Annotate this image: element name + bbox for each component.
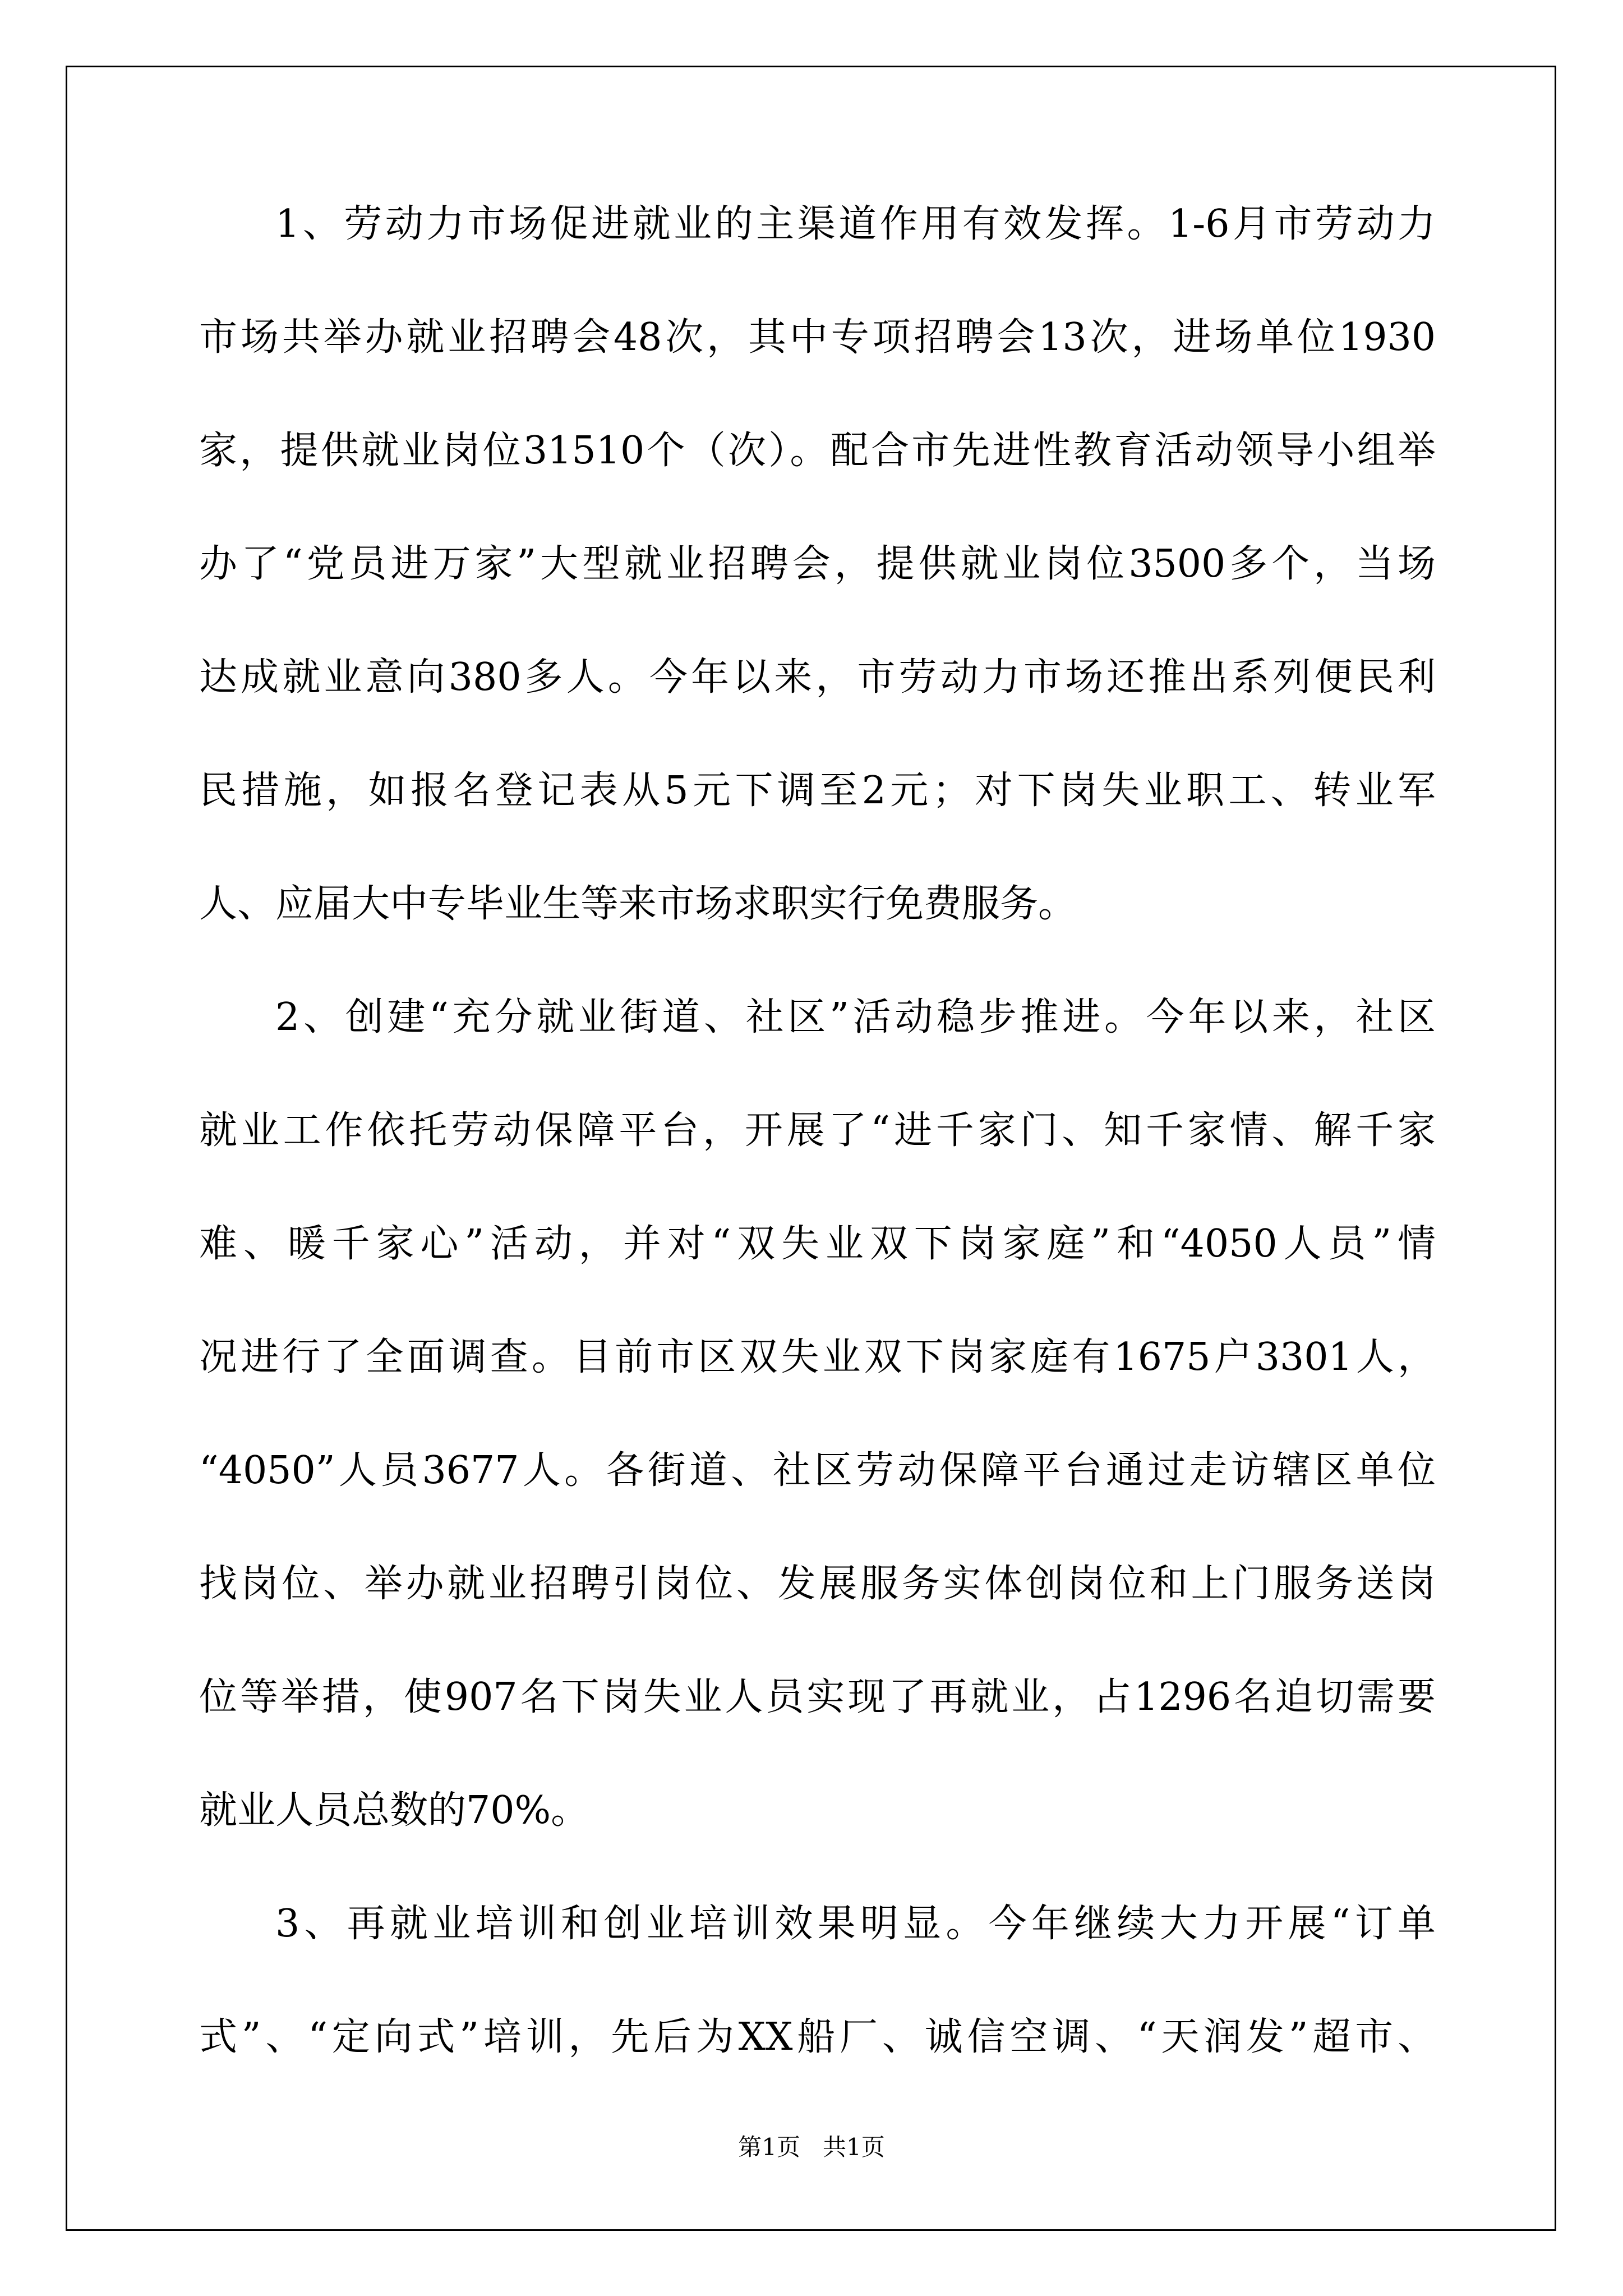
paragraph-1-line-4: 办了“党员进万家”大型就业招聘会，提供就业岗位3500多个，当场 [199,542,1436,586]
paragraph-1-line-7: 人、应届大中专毕业生等来市场求职实行免费服务。 [199,882,1077,926]
paragraph-1-line-2: 市场共举办就业招聘会48次，其中专项招聘会13次，进场单位1930 [199,315,1436,360]
paragraph-2-line-2: 就业工作依托劳动保障平台，开展了“进千家门、知千家情、解千家 [199,1108,1436,1153]
paragraph-2-line-5: “4050”人员3677人。各街道、社区劳动保障平台通过走访辖区单位 [199,1448,1436,1493]
paragraph-2-line-3: 难、暖千家心”活动，并对“双失业双下岗家庭”和“4050人员”情 [199,1222,1436,1266]
page-number-label: 第1页 [738,2133,800,2161]
paragraph-1-line-1: 1、劳动力市场促进就业的主渠道作用有效发挥。1-6月市劳动力 [275,202,1436,246]
paragraph-2-line-1: 2、创建“充分就业街道、社区”活动稳步推进。今年以来，社区 [275,995,1436,1039]
paragraph-2-line-7: 位等举措，使907名下岗失业人员实现了再就业，占1296名迫切需要 [199,1675,1436,1719]
paragraph-2-line-8: 就业人员总数的70%。 [199,1788,589,1833]
paragraph-3-line-1: 3、再就业培训和创业培训效果明显。今年继续大力开展“订单 [275,1902,1436,1946]
page-footer [0,2129,1623,2162]
paragraph-1-line-6: 民措施，如报名登记表从5元下调至2元；对下岗失业职工、转业军 [199,769,1436,813]
paragraph-1-line-3: 家，提供就业岗位31510个（次）。配合市先进性教育活动领导小组举 [199,429,1436,473]
paragraph-2-line-6: 找岗位、举办就业招聘引岗位、发展服务实体创岗位和上门服务送岗 [199,1562,1436,1606]
paragraph-1-line-5: 达成就业意向380多人。今年以来，市劳动力市场还推出系列便民利 [199,655,1436,700]
page-total-label: 共1页 [823,2133,885,2161]
paragraph-3-line-2: 式”、“定向式”培训，先后为XX船厂、诚信空调、“天润发”超市、 [199,2015,1436,2059]
paragraph-2-line-4: 况进行了全面调查。目前市区双失业双下岗家庭有1675户3301人， [199,1335,1436,1379]
